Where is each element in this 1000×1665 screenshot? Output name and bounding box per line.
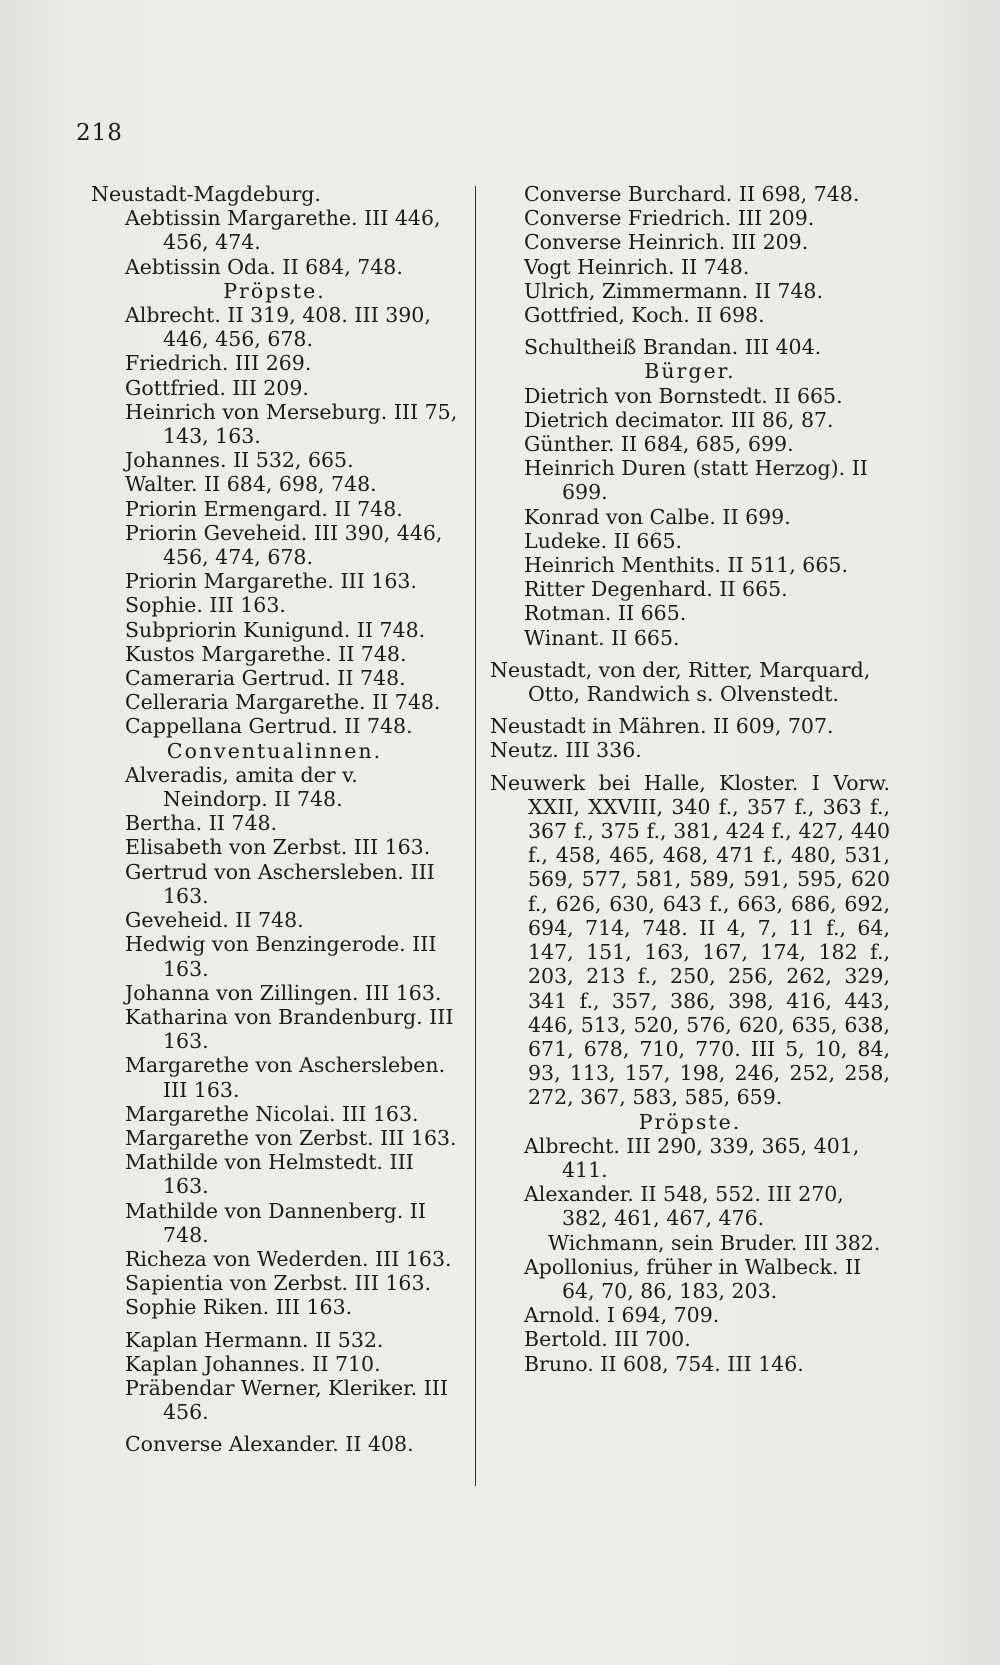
index-sub-entry: Rotman. II 665. bbox=[524, 601, 687, 626]
index-sub-entry: Priorin Margarethe. III 163. bbox=[125, 569, 417, 594]
index-sub-entry: Winant. II 665. bbox=[524, 625, 680, 650]
index-sub-entry: Alveradis, amita der v. Neindorp. II 748. bbox=[125, 762, 358, 812]
index-sub-entry: Ludeke. II 665. bbox=[524, 528, 683, 553]
index-sub-entry: Gottfried, Koch. II 698. bbox=[524, 303, 765, 328]
index-sub-entry: Gottfried. III 209. bbox=[125, 375, 309, 400]
index-sub-entry: Richeza von Wederden. III 163. bbox=[125, 1246, 452, 1271]
index-main-entry: Neustadt, von der, Ritter, Marquard, Otto, Randwich s. Olvenstedt. bbox=[490, 657, 871, 707]
index-sub-entry: Margarethe Nicolai. III 163. bbox=[125, 1101, 419, 1126]
section-heading: Pröpste. bbox=[638, 1109, 742, 1134]
index-sub-entry: Bertold. III 700. bbox=[524, 1327, 691, 1352]
section-heading: Bürger. bbox=[644, 359, 736, 384]
index-main-entry: Neustadt-Magdeburg. bbox=[91, 182, 321, 206]
index-sub-entry: Konrad von Calbe. II 699. bbox=[524, 504, 791, 529]
index-sub-entry: Celleraria Margarethe. II 748. bbox=[125, 690, 441, 715]
index-sub-entry: Ulrich, Zimmermann. II 748. bbox=[524, 278, 823, 303]
index-sub-entry: Hedwig von Benzingerode. III 163. bbox=[125, 932, 437, 981]
index-sub-entry: Subpriorin Kunigund. II 748. bbox=[125, 617, 426, 642]
index-sub-entry: Friedrich. III 269. bbox=[125, 351, 312, 376]
index-sub-entry: Albrecht. III 290, 339, 365, 401, 411. bbox=[524, 1133, 860, 1182]
index-sub-entry: Dietrich von Bornstedt. II 665. bbox=[524, 383, 843, 408]
index-sub-entry: Arnold. I 694, 709. bbox=[524, 1303, 720, 1328]
index-sub-entry: Cappellana Gertrud. II 748. bbox=[125, 714, 413, 739]
index-sub-entry: Albrecht. II 319, 408. III 390, 446, 456, 678. bbox=[125, 303, 431, 352]
index-main-entry: Neutz. III 336. bbox=[490, 738, 642, 763]
index-sub-entry: Converse Heinrich. III 209. bbox=[524, 230, 809, 255]
index-sub-entry: Walter. II 684, 698, 748. bbox=[125, 472, 377, 497]
index-sub-entry: Dietrich decimator. III 86, 87. bbox=[524, 407, 834, 432]
index-main-entry: Neuwerk bei Halle, Kloster. I Vorw. XXII, XXVIII, 340 f., 357 f., 363 f., 367 f., 375 f., 381, 424 f., 427, 440 f., 458, 465, 468, 471 f., 480, 531, 569, 577, 581, 589, 591, 595, 620 f., 626, 630, 643 f., 663, 686, 692, 694, 714, 748. II 4, 7, 11 f., 64, 147, 151, 163, 167, 174, 182 f., 203, 213 f., 250, 256, 262, 329, 341 f., 357, 386, 398, 416, 443, 446, 513, 520, 576, 620, 635, 638, 671, 678, 710, 770. III 5, 10, 84, 93, 113, 157, 198, 246, 252, 258, 272, 367, 583, 585, 659. bbox=[490, 770, 890, 1110]
column-divider bbox=[475, 186, 476, 1486]
index-sub-entry: Converse Alexander. II 408. bbox=[125, 1432, 414, 1457]
index-sub-entry: Sophie Riken. III 163. bbox=[125, 1295, 353, 1320]
index-sub-entry: Katharina von Brandenburg. III 163. bbox=[125, 1004, 454, 1054]
index-sub-entry: Margarethe von Zerbst. III 163. bbox=[125, 1125, 457, 1150]
index-sub-entry: Vogt Heinrich. II 748. bbox=[524, 254, 750, 279]
index-sub-entry: Bertha. II 748. bbox=[125, 811, 278, 836]
index-sub-entry: Aebtissin Oda. II 684, 748. bbox=[125, 254, 403, 279]
right-column bbox=[490, 182, 890, 1376]
index-sub-entry: Converse Friedrich. III 209. bbox=[524, 206, 815, 231]
index-sub-entry: Geveheid. II 748. bbox=[125, 908, 304, 933]
index-sub-entry: Alexander. II 548, 552. III 270, 382, 461, 467, 476. bbox=[524, 1182, 844, 1231]
index-sub-entry: Aebtissin Margarethe. III 446, 456, 474. bbox=[125, 206, 441, 255]
index-sub-entry: Kaplan Hermann. II 532. bbox=[125, 1327, 384, 1352]
index-sub-entry: Sapientia von Zerbst. III 163. bbox=[125, 1271, 431, 1296]
index-sub-entry: Gertrud von Aschersleben. III 163. bbox=[125, 859, 435, 908]
index-sub-entry: Cameraria Gertrud. II 748. bbox=[125, 666, 406, 691]
index-sub-entry: Günther. II 684, 685, 699. bbox=[524, 432, 794, 457]
index-sub-entry: Mathilde von Helmstedt. III 163. bbox=[125, 1150, 414, 1199]
page-number: 218 bbox=[76, 120, 123, 146]
section-heading: Pröpste. bbox=[223, 278, 326, 303]
index-sub-entry: Heinrich Menthits. II 511, 665. bbox=[524, 553, 848, 578]
section-heading: Conventualinnen. bbox=[166, 738, 383, 763]
index-sub-entry: Elisabeth von Zerbst. III 163. bbox=[125, 835, 431, 860]
index-sub-entry: Sophie. III 163. bbox=[125, 593, 286, 618]
index-sub-entry: Kaplan Johannes. II 710. bbox=[125, 1351, 381, 1376]
index-main-entry: Neustadt in Mähren. II 609, 707. bbox=[490, 714, 834, 739]
index-sub-entry: Apollonius, früher in Walbeck. II 64, 70, 86, 183, 203. bbox=[524, 1254, 862, 1303]
index-sub-entry: Heinrich Duren (statt Herzog). II 699. bbox=[524, 456, 868, 505]
index-sub-entry: Johanna von Zillingen. III 163. bbox=[125, 980, 442, 1005]
index-sub-entry: Kustos Margarethe. II 748. bbox=[125, 641, 407, 666]
index-sub-entry: Schultheiß Brandan. III 404. bbox=[524, 335, 822, 360]
index-sub-entry: Priorin Geveheid. III 390, 446, 456, 474, 678. bbox=[125, 520, 443, 570]
index-sub-entry: Margarethe von Aschersleben. III 163. bbox=[125, 1053, 446, 1102]
index-sub-entry: Wichmann, sein Bruder. III 382. bbox=[548, 1230, 881, 1255]
index-sub-entry: Präbendar Werner, Kleriker. III 456. bbox=[125, 1375, 448, 1425]
index-sub-entry: Ritter Degenhard. II 665. bbox=[524, 577, 788, 602]
index-sub-entry: Converse Burchard. II 698, 748. bbox=[524, 182, 860, 206]
left-column bbox=[91, 182, 458, 1457]
index-sub-entry: Heinrich von Merseburg. III 75, 143, 163. bbox=[125, 399, 458, 449]
index-sub-entry: Priorin Ermengard. II 748. bbox=[125, 496, 403, 521]
index-sub-entry: Mathilde von Dannenberg. II 748. bbox=[125, 1198, 426, 1247]
index-sub-entry: Bruno. II 608, 754. III 146. bbox=[524, 1351, 804, 1376]
index-sub-entry: Johannes. II 532, 665. bbox=[125, 448, 354, 473]
